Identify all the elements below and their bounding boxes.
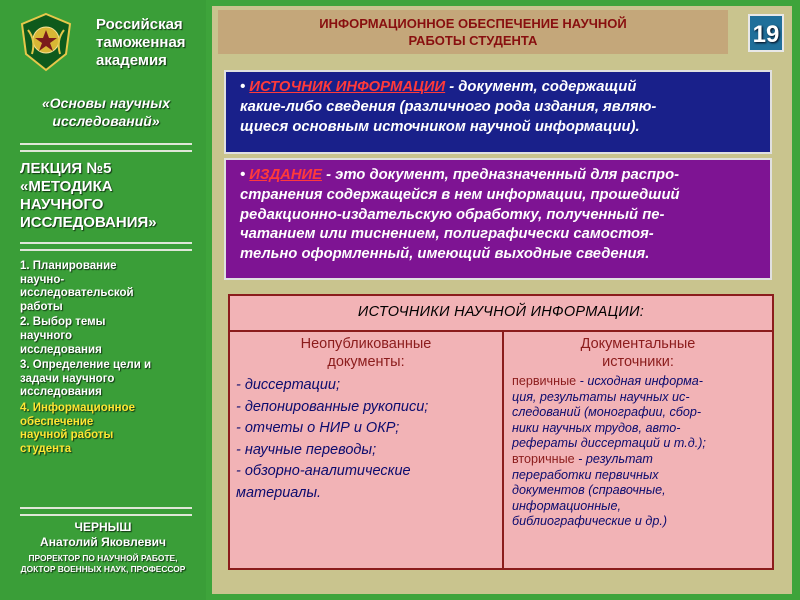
lecture-plan-list <box>20 260 202 458</box>
text-line: следований (монографии, сбор- <box>512 405 702 420</box>
plan-item-line: задачи научного <box>20 372 115 385</box>
plan-item-line: научной работы <box>20 429 114 442</box>
list-item-text: - обзорно-аналитические <box>236 463 411 479</box>
list-item <box>236 375 502 397</box>
secondary-sources-label: вторичные <box>512 451 575 466</box>
column-header <box>230 332 502 371</box>
definition-term: ИСТОЧНИК ИНФОРМАЦИИ <box>249 79 446 95</box>
slide-title-line: РАБОТЫ СТУДЕНТА <box>408 33 538 48</box>
plan-item-line: 2. Выбор темы <box>20 316 106 329</box>
customs-emblem-icon <box>18 10 74 74</box>
column-header <box>504 332 772 371</box>
column-header-line: источники: <box>602 353 674 370</box>
sources-table-title: ИСТОЧНИКИ НАУЧНОЙ ИНФОРМАЦИИ: <box>230 296 772 332</box>
plan-item-line: научно- <box>20 273 65 286</box>
definition-text: - документ, содержащий <box>445 79 637 95</box>
plan-item-line: исследовательской <box>20 287 134 300</box>
academy-name-line: академия <box>96 52 167 69</box>
plan-item-line: исследования <box>20 386 102 399</box>
definition-term: ИЗДАНИЕ <box>249 167 323 183</box>
academy-name <box>96 16 206 70</box>
author-block <box>0 520 206 575</box>
definition-line: • ИЗДАНИЕ - это документ, предназначенный для распро- <box>240 167 680 183</box>
divider <box>20 507 192 516</box>
text-line: переработки первичных <box>512 467 659 482</box>
plan-item-1[interactable] <box>20 260 202 314</box>
slide-title-line: ИНФОРМАЦИОННОЕ ОБЕСПЕЧЕНИЕ НАУЧНОЙ <box>319 16 627 31</box>
text-line: ники научных трудов, авто- <box>512 420 681 435</box>
text-line: рефераты диссертаций и т.д.); <box>512 436 706 451</box>
academy-name-line: Российская <box>96 16 183 33</box>
documentary-sources-text <box>512 374 772 530</box>
lecture-title-line: ЛЕКЦИЯ №5 <box>20 160 112 177</box>
column-header-line: Неопубликованные <box>300 336 432 352</box>
text-line: информационные, <box>512 498 621 513</box>
list-item-text: - отчеты о НИР и ОКР; <box>236 420 400 436</box>
secondary-sources-line <box>512 452 772 468</box>
lecture-title-line: ИССЛЕДОВАНИЯ» <box>20 214 157 231</box>
definition-line: тельно оформленный, имеющий выходные сведения. <box>240 246 650 263</box>
plan-item-line: студента <box>20 442 72 455</box>
documentary-sources-column <box>504 332 772 568</box>
text-line: документов (справочные, <box>512 483 666 498</box>
plan-item-2[interactable] <box>20 316 202 357</box>
slide-title <box>218 10 728 54</box>
author-position-line: ПРОРЕКТОР ПО НАУЧНОЙ РАБОТЕ, <box>28 553 178 563</box>
text-line: ция, результаты научных ис- <box>512 389 690 404</box>
text-line: библиографические и др.) <box>512 514 668 529</box>
list-item <box>236 461 502 504</box>
primary-sources-line <box>512 374 772 390</box>
plan-item-line: обеспечение <box>20 415 94 428</box>
sources-table <box>228 294 774 570</box>
definition-line: щиеся основным источником научной информации). <box>240 118 640 135</box>
definition-text: - это документ, предназначенный для распро- <box>322 167 680 183</box>
definition-line: какие-либо сведения (различного рода издания, являю- <box>240 98 657 115</box>
definition-publication <box>224 158 772 280</box>
course-title <box>16 94 196 130</box>
definition-information-source <box>224 70 772 154</box>
course-title-line: «Основы научных <box>42 95 170 111</box>
text-line: - результат <box>574 451 653 466</box>
sidebar <box>0 0 206 600</box>
definition-line: редакционно-издательскую обработку, полученный пе- <box>240 206 665 223</box>
primary-sources-label: первичные <box>512 374 577 388</box>
course-title-line: исследований» <box>52 113 160 129</box>
author-surname: ЧЕРНЫШ <box>74 520 132 534</box>
column-header-line: Документальные <box>580 336 696 352</box>
definition-line: чатанием или тиснением, полиграфически самостоя- <box>240 226 654 243</box>
divider <box>20 242 192 251</box>
text-line: - исходная информа- <box>576 374 703 388</box>
definition-line: странения содержащейся в нем информации, прошедший <box>240 186 680 203</box>
list-item <box>236 440 502 462</box>
divider <box>20 143 192 152</box>
plan-item-line: исследования <box>20 343 102 356</box>
plan-item-line: работы <box>20 300 63 313</box>
list-item-text: материалы. <box>236 484 322 501</box>
author-position <box>0 553 206 575</box>
plan-item-3[interactable] <box>20 359 202 400</box>
unpublished-documents-list <box>236 375 502 504</box>
plan-item-line: научного <box>20 329 73 342</box>
plan-item-line: 4. Информационное <box>20 401 136 414</box>
list-item-text: - научные переводы; <box>236 441 377 458</box>
main-panel <box>212 6 792 594</box>
plan-item-line: 3. Определение цели и <box>20 359 152 372</box>
unpublished-documents-column <box>230 332 504 568</box>
column-header-line: документы: <box>327 353 405 370</box>
list-item-text: - диссертации; <box>236 377 340 393</box>
author-name: Анатолий Яковлевич <box>40 535 166 549</box>
plan-item-line: 1. Планирование <box>20 260 117 272</box>
list-item <box>236 418 502 440</box>
plan-item-4-current[interactable] <box>20 402 202 456</box>
author-position-line: ДОКТОР ВОЕННЫХ НАУК, ПРОФЕССОР <box>20 564 186 574</box>
list-item <box>236 397 502 419</box>
list-item-text: - депонированные рукописи; <box>236 398 429 415</box>
lecture-title-line: «МЕТОДИКА <box>20 178 113 195</box>
definition-line: • ИСТОЧНИК ИНФОРМАЦИИ - документ, содержащий <box>240 79 637 95</box>
lecture-title <box>20 160 202 232</box>
academy-name-line: таможенная <box>96 34 186 51</box>
lecture-title-line: НАУЧНОГО <box>20 196 104 213</box>
slide-number-badge: 19 <box>748 14 784 52</box>
